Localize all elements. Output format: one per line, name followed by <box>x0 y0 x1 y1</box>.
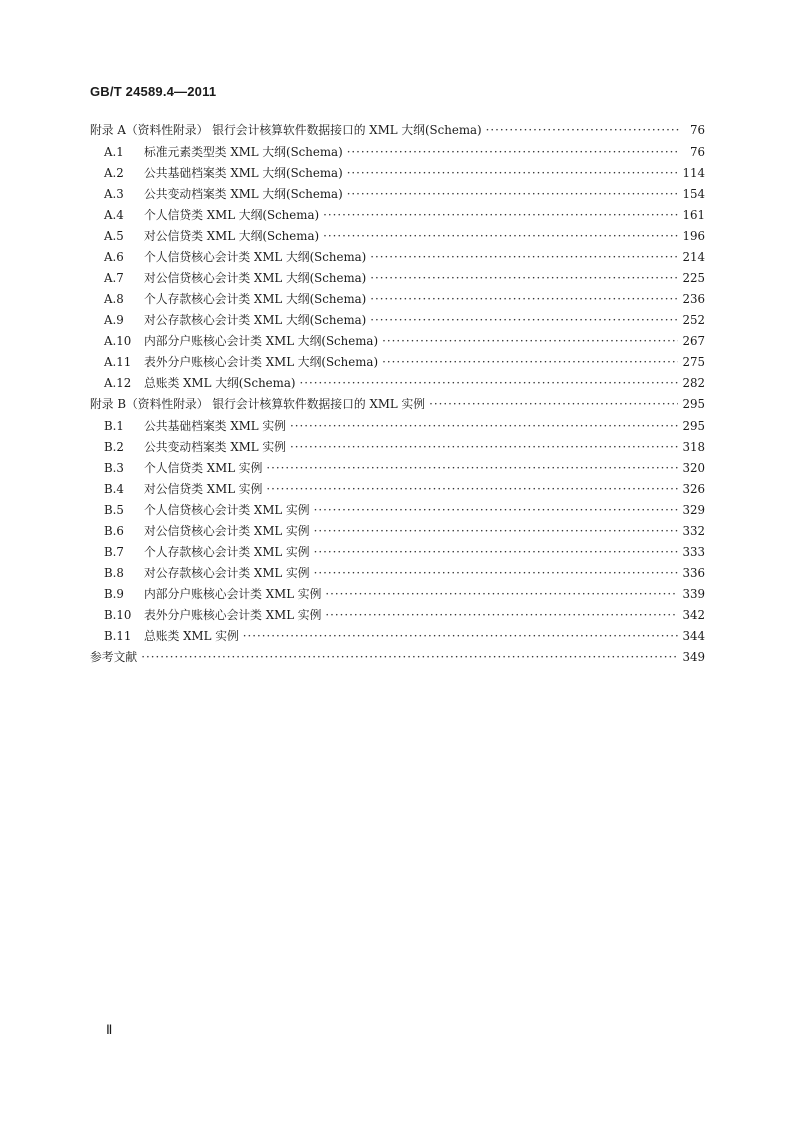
toc-entry-page: 295 <box>682 397 705 411</box>
toc-dot-leader <box>141 647 678 668</box>
toc-entry[interactable] <box>90 647 705 669</box>
toc-dot-leader <box>314 563 679 584</box>
table-of-contents <box>90 120 705 669</box>
toc-entry-title: 公共变动档案类 XML 大纲(Schema) <box>144 187 343 201</box>
toc-entry[interactable] <box>90 626 705 647</box>
toc-entry-number: A.9 <box>104 313 124 327</box>
toc-entry-page: 320 <box>682 461 705 475</box>
toc-dot-leader <box>323 205 678 226</box>
toc-entry-page: 214 <box>682 250 705 264</box>
toc-dot-leader <box>290 416 678 437</box>
toc-entry-page: 326 <box>682 482 705 496</box>
toc-entry-title: 参考文献 <box>90 650 138 664</box>
toc-entry-number: B.10 <box>104 608 132 622</box>
toc-entry[interactable] <box>90 247 705 268</box>
toc-entry-page: 349 <box>682 650 705 664</box>
toc-entry[interactable] <box>90 563 705 584</box>
toc-entry-page: 329 <box>682 503 705 517</box>
toc-entry-title: 对公信贷核心会计类 XML 大纲(Schema) <box>144 271 367 285</box>
toc-entry-number: B.8 <box>104 566 124 580</box>
toc-entry-page: 318 <box>682 440 705 454</box>
toc-entry-title: 对公存款核心会计类 XML 大纲(Schema) <box>144 313 367 327</box>
toc-entry[interactable] <box>90 163 705 184</box>
toc-entry-number: B.11 <box>104 629 132 643</box>
toc-entry-page: 252 <box>682 313 705 327</box>
toc-entry-number: A.3 <box>104 187 124 201</box>
toc-entry-page: 342 <box>682 608 705 622</box>
toc-entry-number: A.11 <box>104 355 132 369</box>
toc-entry-title: 公共基础档案类 XML 大纲(Schema) <box>144 166 343 180</box>
toc-entry-title: 对公存款核心会计类 XML 实例 <box>144 566 310 580</box>
toc-dot-leader <box>314 542 679 563</box>
toc-entry-number: B.3 <box>104 461 124 475</box>
toc-entry-title: 表外分户账核心会计类 XML 实例 <box>144 608 322 622</box>
toc-entry[interactable] <box>90 584 705 605</box>
toc-dot-leader <box>266 479 678 500</box>
toc-entry[interactable] <box>90 605 705 626</box>
toc-entry-page: 336 <box>682 566 705 580</box>
toc-entry-page: 295 <box>682 419 705 433</box>
toc-entry[interactable] <box>90 120 705 142</box>
toc-entry-title: 对公信贷类 XML 实例 <box>144 482 263 496</box>
toc-entry-page: 76 <box>689 145 705 159</box>
toc-entry-number: A.6 <box>104 250 124 264</box>
toc-entry-title: 附录 B（资料性附录） 银行会计核算软件数据接口的 XML 实例 <box>90 397 426 411</box>
toc-entry[interactable] <box>90 373 705 394</box>
toc-entry[interactable] <box>90 542 705 563</box>
toc-entry-number: B.4 <box>104 482 124 496</box>
toc-dot-leader <box>347 184 679 205</box>
toc-dot-leader <box>300 373 679 394</box>
toc-dot-leader <box>347 142 679 163</box>
toc-entry-title: 个人信贷类 XML 实例 <box>144 461 263 475</box>
toc-entry-number: B.2 <box>104 440 124 454</box>
toc-entry-title: 个人存款核心会计类 XML 大纲(Schema) <box>144 292 367 306</box>
toc-dot-leader <box>347 163 679 184</box>
toc-entry-number: A.10 <box>104 334 132 348</box>
toc-entry[interactable] <box>90 184 705 205</box>
toc-entry-title: 总账类 XML 实例 <box>144 629 239 643</box>
toc-entry[interactable] <box>90 289 705 310</box>
toc-entry[interactable] <box>90 521 705 542</box>
toc-entry-title: 公共变动档案类 XML 实例 <box>144 440 286 454</box>
toc-entry[interactable] <box>90 331 705 352</box>
toc-entry-title: 公共基础档案类 XML 实例 <box>144 419 286 433</box>
toc-entry-page: 161 <box>682 208 705 222</box>
toc-dot-leader <box>370 310 678 331</box>
toc-entry-title: 标准元素类型类 XML 大纲(Schema) <box>144 145 343 159</box>
toc-entry-title: 个人信贷核心会计类 XML 大纲(Schema) <box>144 250 367 264</box>
toc-entry-page: 225 <box>682 271 705 285</box>
toc-dot-leader <box>486 120 679 141</box>
toc-entry[interactable] <box>90 479 705 500</box>
toc-entry-page: 275 <box>682 355 705 369</box>
toc-dot-leader <box>370 289 678 310</box>
toc-dot-leader <box>325 584 678 605</box>
toc-entry-number: A.2 <box>104 166 124 180</box>
toc-entry[interactable] <box>90 352 705 373</box>
toc-dot-leader <box>370 247 678 268</box>
toc-entry[interactable] <box>90 205 705 226</box>
toc-entry-page: 344 <box>682 629 705 643</box>
toc-dot-leader <box>382 331 678 352</box>
toc-entry-number: B.7 <box>104 545 124 559</box>
toc-entry[interactable] <box>90 458 705 479</box>
toc-entry-number: A.7 <box>104 271 124 285</box>
toc-entry[interactable] <box>90 394 705 416</box>
toc-entry[interactable] <box>90 416 705 437</box>
toc-entry-title: 内部分户账核心会计类 XML 大纲(Schema) <box>144 334 379 348</box>
page-number: Ⅱ <box>106 1022 113 1037</box>
toc-entry-title: 个人信贷类 XML 大纲(Schema) <box>144 208 320 222</box>
toc-entry-title: 个人存款核心会计类 XML 实例 <box>144 545 310 559</box>
toc-dot-leader <box>290 437 678 458</box>
toc-entry-page: 236 <box>682 292 705 306</box>
toc-dot-leader <box>314 500 679 521</box>
toc-entry[interactable] <box>90 310 705 331</box>
toc-entry-title: 总账类 XML 大纲(Schema) <box>144 376 296 390</box>
toc-entry-number: A.5 <box>104 229 124 243</box>
toc-entry-page: 154 <box>682 187 705 201</box>
toc-entry[interactable] <box>90 226 705 247</box>
toc-entry-page: 114 <box>682 166 705 180</box>
toc-entry-title: 对公信贷类 XML 大纲(Schema) <box>144 229 320 243</box>
toc-entry-number: B.6 <box>104 524 124 538</box>
toc-entry-title: 对公信贷核心会计类 XML 实例 <box>144 524 310 538</box>
toc-dot-leader <box>266 458 678 479</box>
toc-entry-title: 个人信贷核心会计类 XML 实例 <box>144 503 310 517</box>
toc-dot-leader <box>370 268 678 289</box>
toc-entry-title: 附录 A（资料性附录） 银行会计核算软件数据接口的 XML 大纲(Schema) <box>90 123 482 137</box>
toc-entry-number: A.1 <box>104 145 124 159</box>
toc-entry-title: 表外分户账核心会计类 XML 大纲(Schema) <box>144 355 379 369</box>
toc-entry-page: 282 <box>682 376 705 390</box>
toc-entry-title: 内部分户账核心会计类 XML 实例 <box>144 587 322 601</box>
toc-entry[interactable] <box>90 142 705 163</box>
standard-id: GB/T 24589.4—2011 <box>90 84 217 99</box>
toc-dot-leader <box>323 226 678 247</box>
toc-entry-page: 196 <box>682 229 705 243</box>
toc-entry-page: 339 <box>682 587 705 601</box>
toc-entry-number: B.9 <box>104 587 124 601</box>
toc-dot-leader <box>382 352 678 373</box>
toc-entry-page: 267 <box>682 334 705 348</box>
toc-entry[interactable] <box>90 500 705 521</box>
toc-entry[interactable] <box>90 437 705 458</box>
toc-entry-number: A.8 <box>104 292 124 306</box>
toc-entry-page: 76 <box>689 123 705 137</box>
toc-entry-page: 333 <box>682 545 705 559</box>
toc-dot-leader <box>429 394 678 415</box>
toc-entry-page: 332 <box>682 524 705 538</box>
toc-entry-number: B.5 <box>104 503 124 517</box>
toc-entry[interactable] <box>90 268 705 289</box>
toc-entry-number: A.12 <box>104 376 132 390</box>
toc-dot-leader <box>314 521 679 542</box>
toc-entry-number: B.1 <box>104 419 124 433</box>
toc-entry-number: A.4 <box>104 208 124 222</box>
toc-dot-leader <box>325 605 678 626</box>
toc-dot-leader <box>243 626 679 647</box>
